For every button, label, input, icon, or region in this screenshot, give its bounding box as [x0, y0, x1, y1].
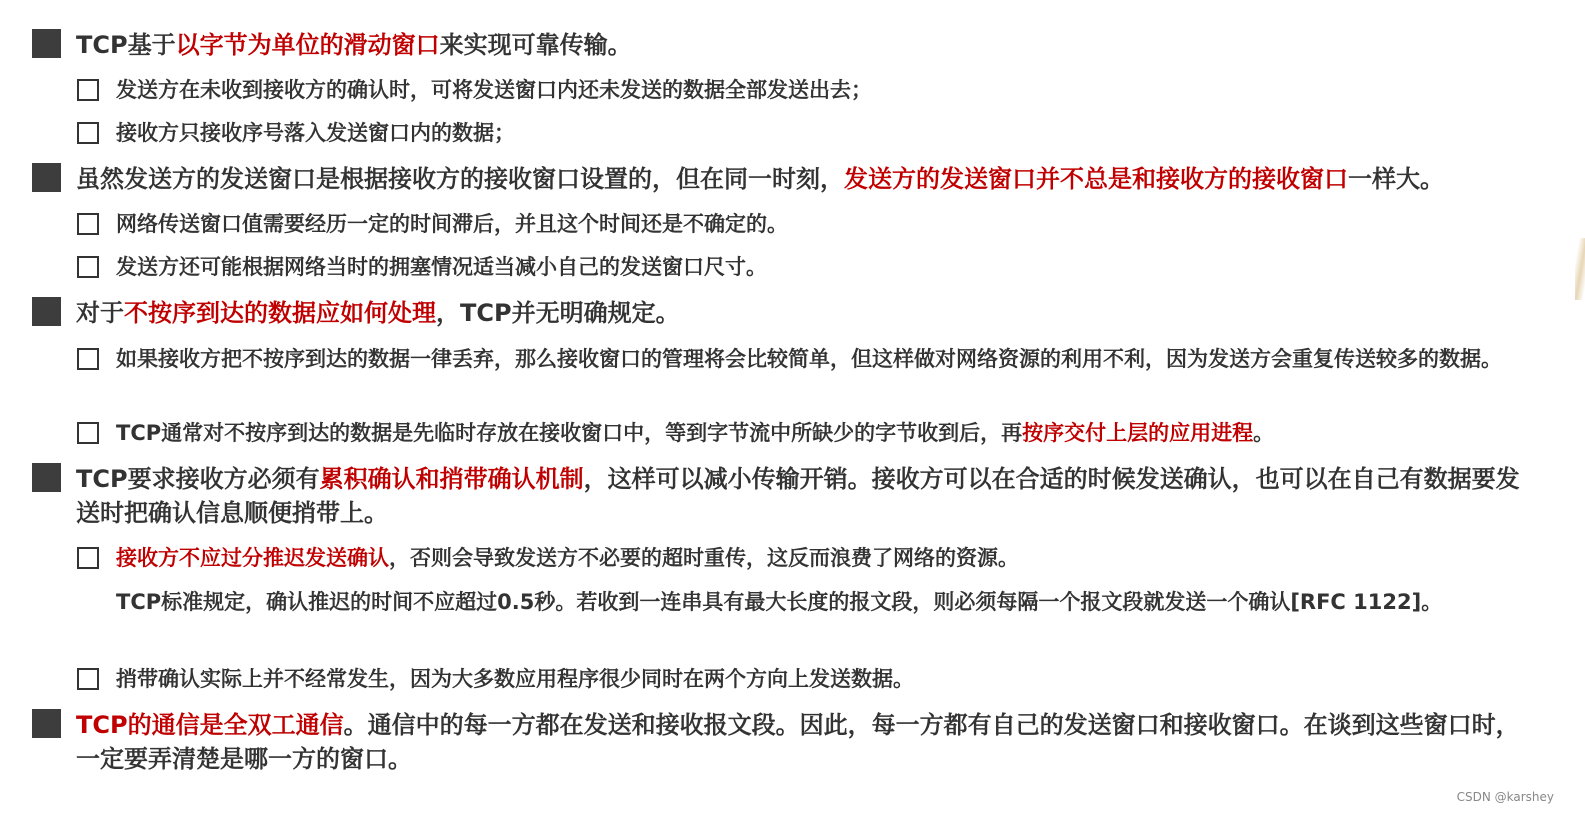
- bullet-2-sub-1: [77, 208, 1536, 240]
- bullet-4-sub-2: [77, 663, 1536, 695]
- edge-decoration: [1575, 238, 1585, 300]
- bullet-3: [32, 296, 1536, 330]
- checkbox-icon: [77, 79, 99, 101]
- bullet-4-note-text: TCP标准规定，确认推迟的时间不应超过0.5秒。若收到一连串具有最大长度的报文段，则必须每隔一个报文段就发送一个确认[RFC 1122]。: [116, 590, 1443, 614]
- bullet-5: [32, 708, 1536, 776]
- bullet-4-sub-2-text: 捎带确认实际上并不经常发生，因为大多数应用程序很少同时在两个方向上发送数据。: [116, 667, 914, 691]
- bullet-1-sub-1: [77, 74, 1536, 106]
- bullet-4: [32, 462, 1536, 530]
- checkbox-icon: [77, 256, 99, 278]
- square-bullet-icon: [32, 297, 61, 326]
- bullet-2-sub-2-text: 发送方还可能根据网络当时的拥塞情况适当减小自己的发送窗口尺寸。: [116, 255, 767, 279]
- bullet-1: [32, 28, 1536, 62]
- bullet-2-sub-1-text: 网络传送窗口值需要经历一定的时间滞后，并且这个时间还是不确定的。: [116, 212, 788, 236]
- bullet-4-note: [116, 586, 1476, 618]
- square-bullet-icon: [32, 163, 61, 192]
- bullet-2: [32, 162, 1536, 196]
- bullet-3-sub-1: [77, 343, 1536, 375]
- checkbox-icon: [77, 348, 99, 370]
- bullet-4-sub-1-text: 接收方不应过分推迟发送确认，否则会导致发送方不必要的超时重传，这反而浪费了网络的资源。: [116, 546, 1019, 570]
- square-bullet-icon: [32, 463, 61, 492]
- bullet-4-sub-1: [77, 542, 1536, 574]
- bullet-3-sub-2: [77, 417, 1536, 449]
- checkbox-icon: [77, 668, 99, 690]
- bullet-2-sub-2: [77, 251, 1536, 283]
- bullet-3-sub-2-text: TCP通常对不按序到达的数据是先临时存放在接收窗口中，等到字节流中所缺少的字节收到后，再按序交付上层的应用进程。: [116, 421, 1275, 445]
- checkbox-icon: [77, 547, 99, 569]
- bullet-2-text: 虽然发送方的发送窗口是根据接收方的接收窗口设置的，但在同一时刻，发送方的发送窗口并不总是和接收方的接收窗口一样大。: [76, 165, 1444, 193]
- bullet-1-sub-2: [77, 117, 1536, 149]
- bullet-5-text: TCP的通信是全双工通信。通信中的每一方都在发送和接收报文段。因此，每一方都有自己的发送窗口和接收窗口。在谈到这些窗口时，一定要弄清楚是哪一方的窗口。: [76, 711, 1520, 773]
- checkbox-icon: [77, 422, 99, 444]
- bullet-1-sub-2-text: 接收方只接收序号落入发送窗口内的数据；: [116, 121, 515, 145]
- checkbox-icon: [77, 213, 99, 235]
- bullet-1-sub-1-text: 发送方在未收到接收方的确认时，可将发送窗口内还未发送的数据全部发送出去；: [116, 78, 872, 102]
- square-bullet-icon: [32, 29, 61, 58]
- square-bullet-icon: [32, 709, 61, 738]
- bullet-3-text: 对于不按序到达的数据应如何处理，TCP并无明确规定。: [76, 299, 680, 327]
- bullet-4-text: TCP要求接收方必须有累积确认和捎带确认机制，这样可以减小传输开销。接收方可以在合适的时候发送确认，也可以在自己有数据要发送时把确认信息顺便捎带上。: [76, 465, 1520, 527]
- checkbox-icon: [77, 122, 99, 144]
- bullet-1-text: TCP基于以字节为单位的滑动窗口来实现可靠传输。: [76, 31, 632, 59]
- watermark: CSDN @karshey: [1456, 790, 1554, 804]
- bullet-3-sub-1-text: 如果接收方把不按序到达的数据一律丢弃，那么接收窗口的管理将会比较简单，但这样做对网络资源的利用不利，因为发送方会重复传送较多的数据。: [116, 347, 1502, 371]
